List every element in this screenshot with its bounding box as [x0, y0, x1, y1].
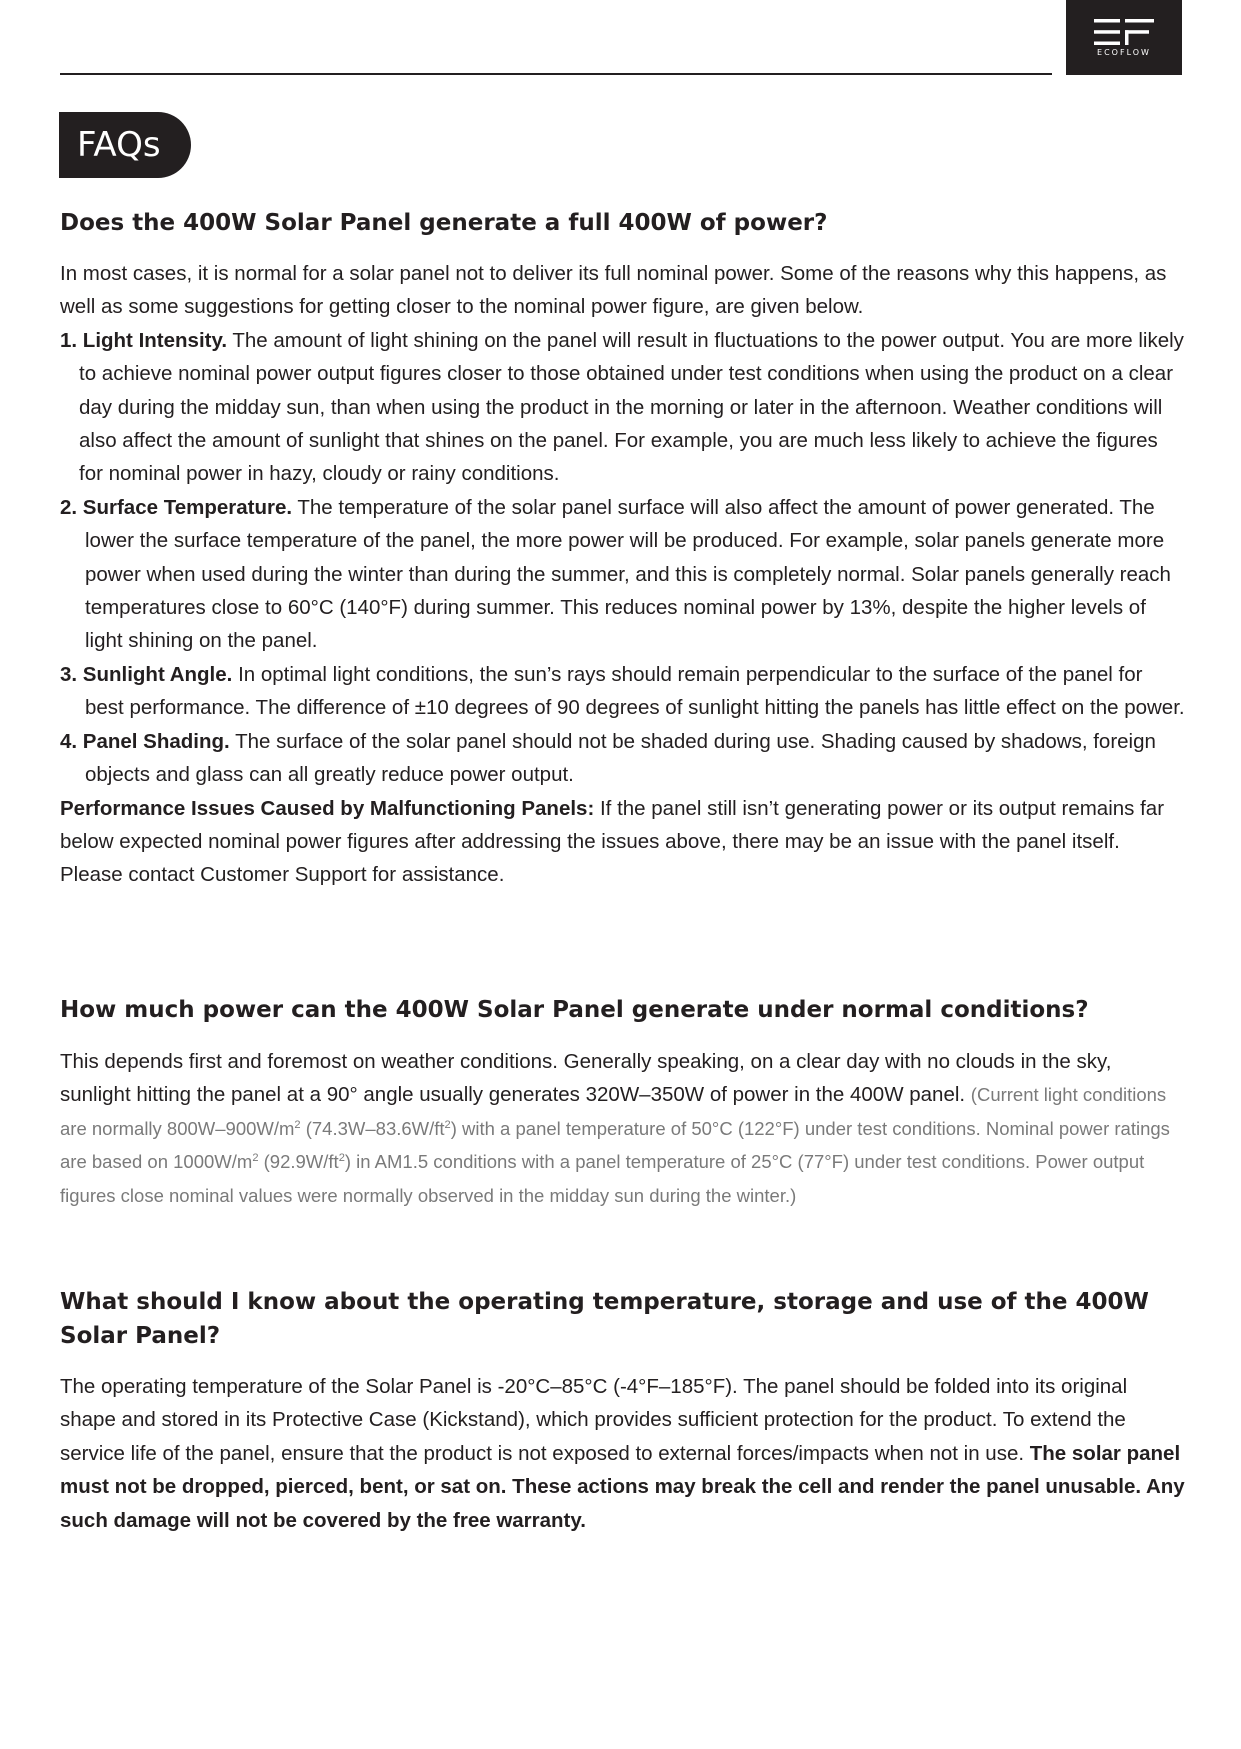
header-rule	[60, 73, 1052, 75]
faq3-text: The operating temperature of the Solar Panel is -20°C–85°C (-4°F–185°F). The panel should be folded into its original shape and stored in its Protective Case (Kickstand), which provides sufficient protection for the product. To extend the service life of the panel, ensure that the product is not exposed to external forces/impacts when not in use. The solar panel must not be dropped, pierced, bent, or sat on. These actions may break the cell and render the panel unusable. Any such damage will not be covered by the free warranty.	[60, 1375, 1185, 1532]
faq1-item-light: 1. Light Intensity. The amount of light shining on the panel will result in fluctuations to the power output. You are more likely to achieve nominal power output figures closer to those obtained under test conditions when using the product on a clear day during the midday sun, than when using the product in the morning or later in the afternoon. Weather conditions will also affect the amount of sunlight that shines on the panel. For example, you are much less likely to achieve the figures for nominal power in hazy, cloudy or rainy conditions.	[60, 328, 1184, 486]
faq3-warning: The solar panel must not be dropped, pierced, bent, or sat on. These actions may break the cell and render the panel unusable. Any such damage will not be covered by the free warranty.	[60, 1441, 1185, 1532]
faq3-answer	[60, 1370, 1185, 1537]
faq1-item-angle: 3. Sunlight Angle. In optimal light conditions, the sun’s rays should remain perpendicular to the surface of the panel for best performance. The difference of ±10 degrees of 90 degrees of sunlight hitting the panels has little effect on the power.	[60, 662, 1185, 720]
faq1-answer	[60, 257, 1185, 892]
faq1-intro: In most cases, it is normal for a solar panel not to deliver its full nominal power. Some of the reasons why this happens, as well as some suggestions for getting closer to the nominal power figure, are given below.	[60, 262, 1167, 319]
faq2-question: How much power can the 400W Solar Panel generate under normal conditions?	[60, 997, 1089, 1023]
ecoflow-ef-icon	[1094, 19, 1154, 45]
faq2-note: (Current light conditions are normally $800W-900W/m^2$ $(74.3W-83.6W/ft^2)$ with a panel temperature of 50°C (122°F) under test conditions. Nominal power ratings are based on $1000W/m^2$ $(92.9W/ft^2)$ in AM1.5 conditions with a panel temperature of 25°C (77°F) under test conditions. Power output figures close nominal values were normally observed in the midday sun during the winter.)	[60, 1084, 1170, 1206]
faq1-item-temperature: 2. Surface Temperature. The temperature of the solar panel surface will also affect the amount of power generated. The lower the surface temperature of the panel, the more power will be produced. For example, solar panels generate more power when used during the winter than during the summer, and this is completely normal. Solar panels generally reach temperatures close to 60°C (140°F) during summer. This reduces nominal power by 13%, despite the higher levels of light shining on the panel.	[60, 495, 1171, 653]
faq2-text: This depends first and foremost on weather conditions. Generally speaking, on a clear day with no clouds in the sky, sunlight hitting the panel at a 90° angle usually generates 320W–350W of power in the 400W panel. (Current light conditions are normally $800W-900W/m^2$ $(74.3W-83.6W/ft^2)$ with a panel temperature of 50°C (122°F) under test conditions. Nominal power ratings are based on $1000W/m^2$ $(92.9W/ft^2)$ in AM1.5 conditions with a panel temperature of 25°C (77°F) under test conditions. Power output figures close nominal values were normally observed in the midday sun during the winter.)	[60, 1050, 1170, 1206]
ecoflow-logo	[1066, 0, 1182, 75]
faq1-performance: Performance Issues Caused by Malfunctioning Panels: If the panel still isn’t generating power or its output remains far below expected nominal power figures after addressing the issues above, there may be an issue with the panel itself. Please contact Customer Support for assistance.	[60, 796, 1165, 887]
faq2-answer	[60, 1045, 1185, 1212]
section-tag: FAQs	[59, 112, 191, 178]
brand-wordmark: ECOFLOW	[1097, 47, 1151, 57]
faq3-question: What should I know about the operating temperature, storage and use of the 400W Solar Panel?	[60, 1289, 1149, 1349]
faq1-question: Does the 400W Solar Panel generate a full 400W of power?	[60, 210, 828, 236]
faq1-item-shading: 4. Panel Shading. The surface of the solar panel should not be shaded during use. Shading caused by shadows, foreign objects and glass can all greatly reduce power output.	[60, 729, 1156, 787]
